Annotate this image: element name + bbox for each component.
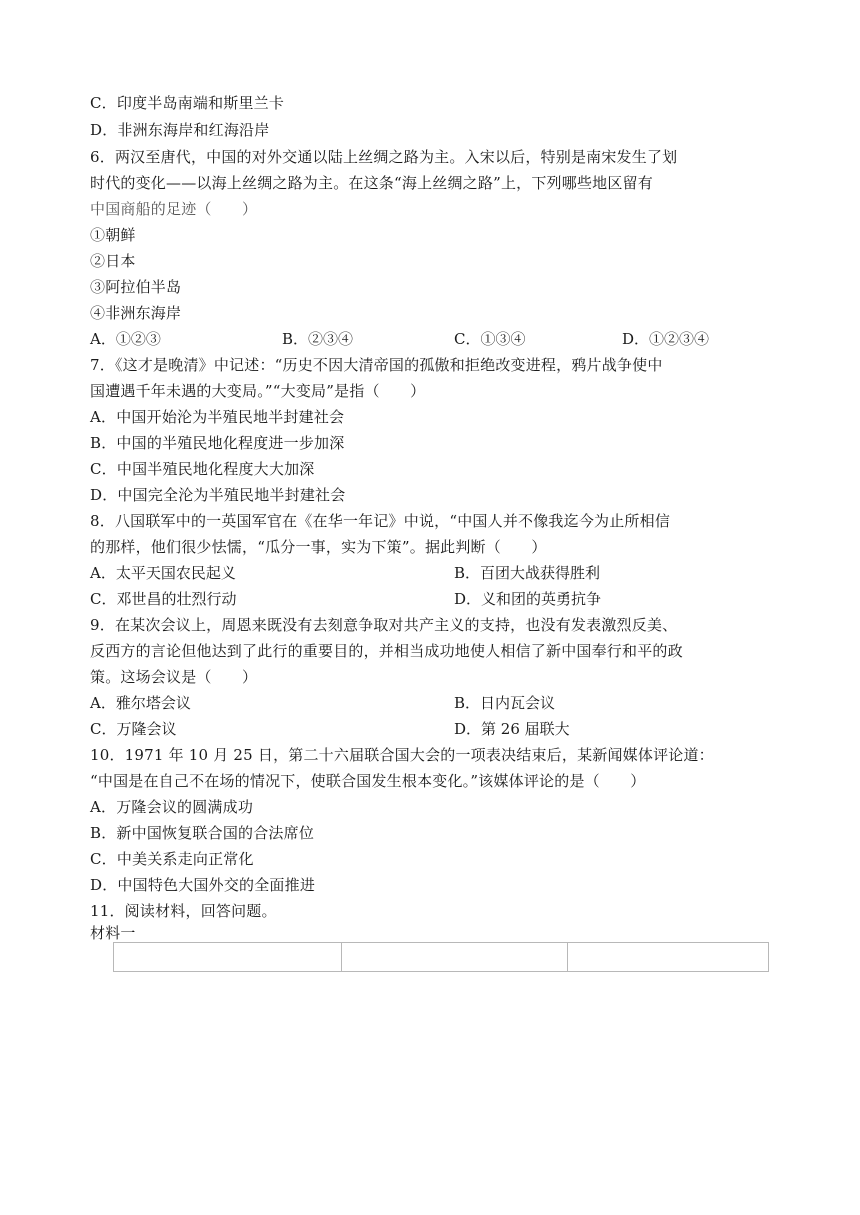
- q8-option-b[interactable]: B．百团大战获得胜利: [454, 564, 601, 582]
- q9-option-d[interactable]: D．第 26 届联大: [454, 720, 570, 738]
- q10-stem-line1: 10．1971 年 10 月 25 日，第二十六届联合国大会的一项表决结束后，某新闻媒体评论道：: [90, 746, 714, 764]
- q7-stem-line2: 国遭遇千年未遇的大变局。”“大变局”是指（ ）: [90, 382, 426, 400]
- q7-option-a[interactable]: A．中国开始沦为半殖民地半封建社会: [90, 408, 345, 426]
- material-table: [113, 942, 769, 972]
- q7-stem-line1: 7．《这才是晚清》中记述：“历史不因大清帝国的孤傲和拒绝改变进程，鸦片战争使中: [90, 356, 663, 374]
- q9-stem-line3: 策。这场会议是（ ）: [90, 668, 258, 686]
- q8-stem-line1: 8．八国联军中的一英国军官在《在华一年记》中说，“中国人并不像我迄今为止所相信: [90, 512, 671, 530]
- q10-option-d[interactable]: D．中国特色大国外交的全面推进: [90, 876, 316, 894]
- table-row: [114, 943, 769, 972]
- q8-option-d[interactable]: D．义和团的英勇抗争: [454, 590, 602, 608]
- q8-option-a[interactable]: A．太平天国农民起义: [90, 564, 236, 582]
- q5-option-d[interactable]: D．非洲东海岸和红海沿岸: [90, 121, 270, 139]
- q9-option-c[interactable]: C．万隆会议: [90, 720, 177, 738]
- table-cell: [342, 943, 568, 972]
- q9-option-a[interactable]: A．雅尔塔会议: [90, 694, 191, 712]
- q11-stem: 11．阅读材料，回答问题。: [90, 902, 277, 920]
- q9-option-b[interactable]: B．日内瓦会议: [454, 694, 556, 712]
- q7-option-d[interactable]: D．中国完全沦为半殖民地半封建社会: [90, 486, 346, 504]
- q6-option-c[interactable]: C．①③④: [454, 330, 526, 348]
- q7-option-b[interactable]: B．中国的半殖民地化程度进一步加深: [90, 434, 345, 452]
- table-cell: [568, 943, 769, 972]
- q6-stem-line2: 时代的变化——以海上丝绸之路为主。在这条“海上丝绸之路”上，下列哪些地区留有: [90, 174, 653, 192]
- q7-option-c[interactable]: C．中国半殖民地化程度大大加深: [90, 460, 315, 478]
- q10-option-c[interactable]: C．中美关系走向正常化: [90, 850, 254, 868]
- q6-option-a[interactable]: A．①②③: [90, 330, 161, 348]
- q5-option-c[interactable]: C．印度半岛南端和斯里兰卡: [90, 94, 285, 112]
- q8-stem-line2: 的那样，他们很少怯懦，“瓜分一事，实为下策”。据此判断（ ）: [90, 538, 547, 556]
- q10-option-a[interactable]: A．万隆会议的圆满成功: [90, 798, 254, 816]
- q6-item-3: ③阿拉伯半岛: [90, 278, 182, 296]
- q10-option-b[interactable]: B．新中国恢复联合国的合法席位: [90, 824, 315, 842]
- table-cell: [114, 943, 342, 972]
- q9-stem-line1: 9．在某次会议上，周恩来既没有去刻意争取对共产主义的支持，也没有发表激烈反美、: [90, 616, 678, 634]
- q6-item-1: ①朝鲜: [90, 226, 136, 244]
- q6-item-4: ④非洲东海岸: [90, 304, 182, 322]
- q10-stem-line2: “中国是在自己不在场的情况下，使联合国发生根本变化。”该媒体评论的是（ ）: [90, 772, 646, 790]
- q6-stem-line3: 中国商船的足迹（ ）: [90, 200, 258, 218]
- q8-option-c[interactable]: C．邓世昌的壮烈行动: [90, 590, 237, 608]
- q9-stem-line2: 反西方的言论但他达到了此行的重要目的，并相当成功地使人相信了新中国奉行和平的政: [90, 642, 683, 660]
- q6-option-d[interactable]: D．①②③④: [622, 330, 710, 348]
- q6-stem-line1: 6．两汉至唐代，中国的对外交通以陆上丝绸之路为主。入宋以后，特别是南宋发生了划: [90, 148, 678, 166]
- material-one-label: 材料一: [90, 924, 136, 942]
- q6-option-b[interactable]: B．②③④: [282, 330, 354, 348]
- q6-item-2: ②日本: [90, 252, 136, 270]
